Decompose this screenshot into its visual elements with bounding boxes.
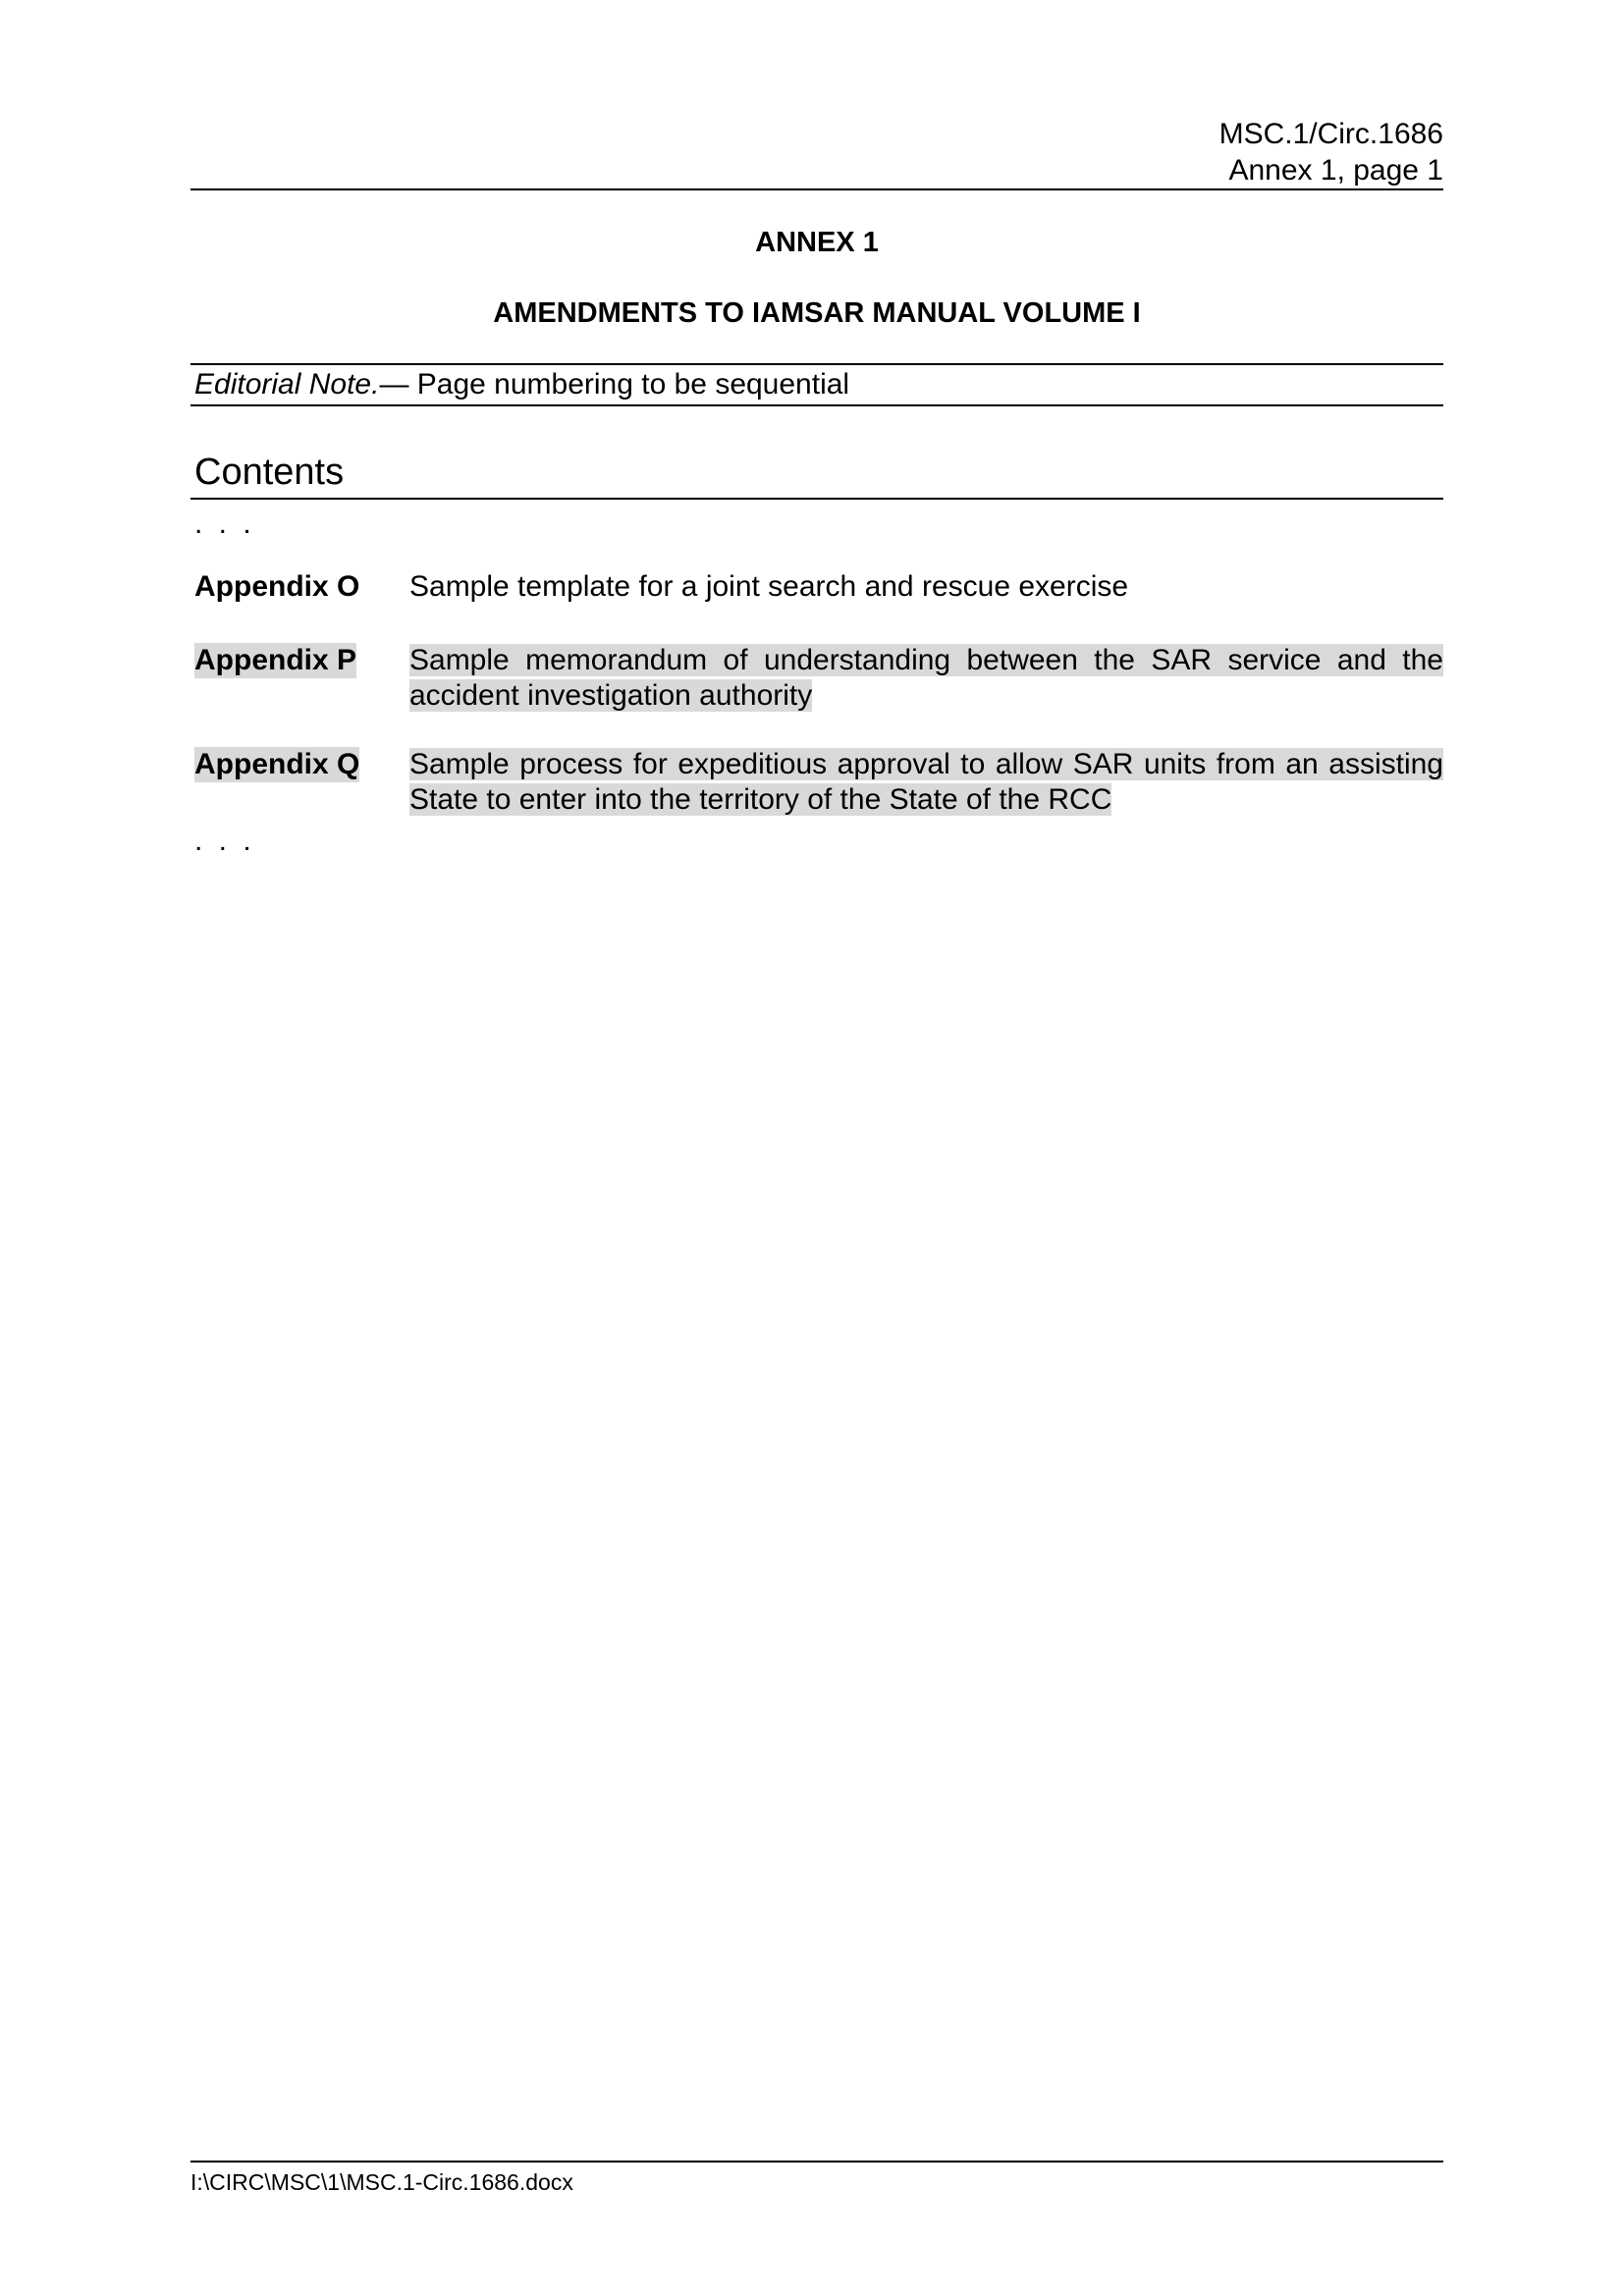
contents-rule (190, 498, 1443, 500)
ellipsis-top: . . . (194, 507, 255, 540)
editorial-note-text: — Page numbering to be sequential (379, 368, 850, 400)
entry-label: Appendix O (194, 570, 360, 603)
entry-text: Sample template for a joint search and rescue exercise (409, 570, 1129, 603)
footer-file-path: I:\CIRC\MSC\1\MSC.1-Circ.1686.docx (190, 2169, 573, 2195)
annex-subtitle: AMENDMENTS TO IAMSAR MANUAL VOLUME I (493, 297, 1141, 329)
page-reference: Annex 1, page 1 (1228, 154, 1443, 187)
contents-heading: Contents (194, 452, 345, 493)
editorial-note-bottom-rule (190, 404, 1443, 406)
entry-label: Appendix P (194, 644, 357, 676)
header-rule (190, 188, 1443, 190)
editorial-note-lead: Editorial Note. (194, 368, 380, 400)
annex-title: ANNEX 1 (755, 227, 879, 258)
document-reference: MSC.1/Circ.1686 (1218, 118, 1443, 150)
editorial-note-top-rule (190, 363, 1443, 365)
footer-rule (190, 2161, 1443, 2163)
entry-label: Appendix Q (194, 748, 360, 780)
page-header (190, 116, 1443, 188)
ellipsis-bottom: . . . (194, 825, 255, 857)
editorial-note (194, 367, 849, 402)
entry-text: Sample process for expeditious approval to allow SAR units from an assisting State to enter into the territory of the State of the RCC (409, 748, 1443, 816)
entry-text: Sample memorandum of understanding between the SAR service and the accident investigation authority (409, 644, 1443, 712)
